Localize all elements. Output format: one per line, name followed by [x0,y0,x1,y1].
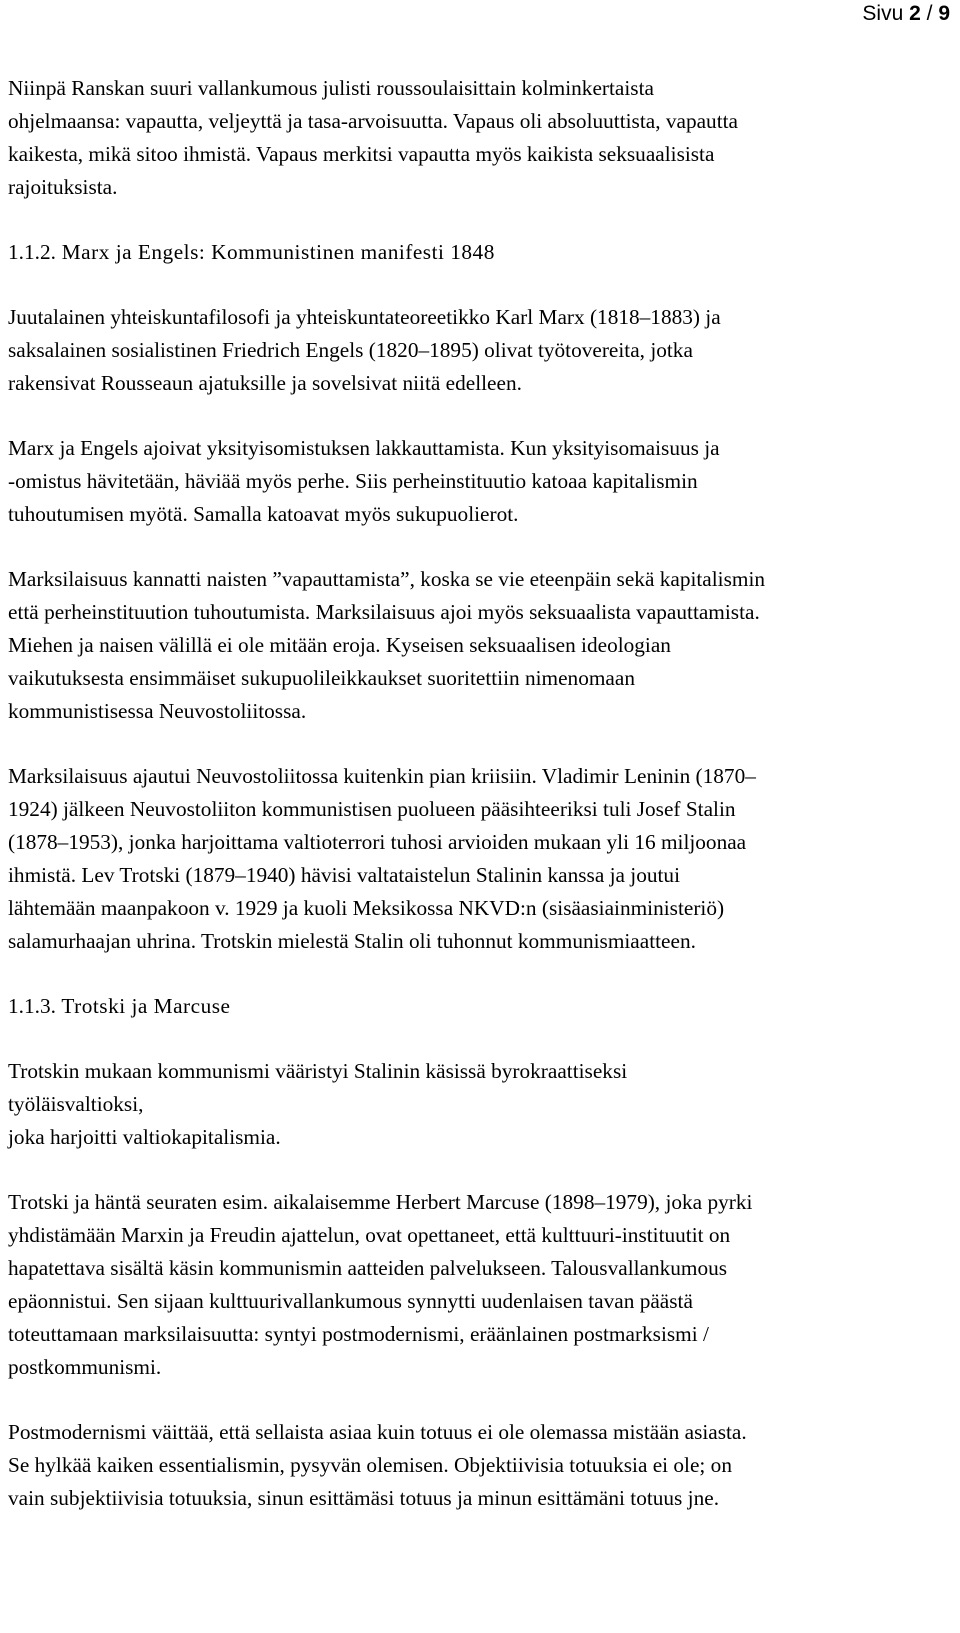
text-line: toteuttamaan marksilaisuutta: syntyi postmodernismi, eräänlainen postmarksismi / [8,1322,709,1346]
text-line: yhdistämään Marxin ja Freudin ajattelun, ovat opettaneet, että kulttuuri-instituutit on [8,1223,731,1247]
text-line: Marksilaisuus kannatti naisten ”vapauttamista”, koska se vie eteenpäin sekä kapitalismin [8,567,766,591]
text-line: Trotski ja häntä seuraten esim. aikalaisemme Herbert Marcuse (1898–1979), joka pyrki [8,1190,753,1214]
text-line: -omistus hävitetään, häviää myös perhe. Siis perheinstituutio katoaa kapitalismin [8,469,698,493]
paragraph [8,563,948,728]
paragraph [8,432,948,531]
section-title: Marx ja Engels: Kommunistinen manifesti 1848 [61,240,495,264]
section-heading-113 [8,990,948,1023]
paragraph [8,301,948,400]
page-label: Sivu [862,2,904,25]
text-line: postkommunismi. [8,1355,162,1379]
text-line: Juutalainen yhteiskuntafilosofi ja yhteiskuntateoreetikko Karl Marx (1818–1883) ja [8,305,721,329]
text-line: Postmodernismi väittää, että sellaista asiaa kuin totuus ei ole olemassa mistään asiasta. [8,1420,747,1444]
paragraph [8,760,948,958]
text-line: joka harjoitti valtiokapitalismia. [8,1125,281,1149]
paragraph [8,1055,948,1154]
text-line: vaikutuksesta ensimmäiset sukupuolileikkaukset suoritettiin nimenomaan [8,666,635,690]
text-line: Trotskin mukaan kommunismi vääristyi Stalinin käsissä byrokraattiseksi [8,1059,628,1083]
text-line: (1878–1953), jonka harjoittama valtioterrori tuhosi arvioiden mukaan yli 16 miljoonaa [8,830,747,854]
text-line: kaikesta, mikä sitoo ihmistä. Vapaus merkitsi vapautta myös kaikista seksuaalisista [8,142,715,166]
section-heading-112 [8,236,948,269]
text-line: epäonnistui. Sen sijaan kulttuurivallankumous synnytti uudenlaisen tavan päästä [8,1289,693,1313]
text-line: Niinpä Ranskan suuri vallankumous julisti roussoulaisittain kolminkertaista [8,76,654,100]
paragraph [8,1186,948,1384]
section-title: Trotski ja Marcuse [61,994,231,1018]
intro-paragraph [8,72,948,204]
text-line: ihmistä. Lev Trotski (1879–1940) hävisi valtataistelun Stalinin kanssa ja joutui [8,863,680,887]
page-total: 9 [938,2,950,25]
text-line: tuhoutumisen myötä. Samalla katoavat myös sukupuolierot. [8,502,519,526]
section-number: 1.1.3. [8,994,56,1018]
text-line: hapatettava sisältä käsin kommunismin aatteiden palvelukseen. Talousvallankumous [8,1256,728,1280]
text-line: vain subjektiivisia totuuksia, sinun esittämäsi totuus ja minun esittämäni totuus jne. [8,1486,720,1510]
section-number: 1.1.2. [8,240,56,264]
text-line: 1924) jälkeen Neuvostoliiton kommunistisen puolueen pääsihteeriksi tuli Josef Stalin [8,797,736,821]
text-line: saksalainen sosialistinen Friedrich Engels (1820–1895) olivat työtovereita, jotka [8,338,693,362]
text-line: salamurhaajan uhrina. Trotskin mielestä Stalin oli tuhonnut kommunismiaatteen. [8,929,696,953]
text-line: Marksilaisuus ajautui Neuvostoliitossa kuitenkin pian kriisiin. Vladimir Leninin (1870– [8,764,756,788]
document-body [8,72,948,1515]
page-number-header [862,0,950,28]
page-current: 2 [909,2,921,25]
text-line: lähtemään maanpakoon v. 1929 ja kuoli Meksikossa NKVD:n (sisäasiainministeriö) [8,896,725,920]
text-line: kommunistisessa Neuvostoliitossa. [8,699,307,723]
text-line: Marx ja Engels ajoivat yksityisomistuksen lakkauttamista. Kun yksityisomaisuus ja [8,436,720,460]
text-line: ohjelmaansa: vapautta, veljeyttä ja tasa-arvoisuutta. Vapaus oli absoluuttista, vapautta [8,109,738,133]
text-line: rakensivat Rousseaun ajatuksille ja sovelsivat niitä edelleen. [8,371,522,395]
text-line: rajoituksista. [8,175,118,199]
text-line: työläisvaltioksi, [8,1092,144,1116]
paragraph [8,1416,948,1515]
text-line: Miehen ja naisen välillä ei ole mitään eroja. Kyseisen seksuaalisen ideologian [8,633,671,657]
page-separator: / [926,2,933,25]
text-line: Se hylkää kaiken essentialismin, pysyvän olemisen. Objektiivisia totuuksia ei ole; on [8,1453,732,1477]
text-line: että perheinstituution tuhoutumista. Marksilaisuus ajoi myös seksuaalista vapauttamista. [8,600,760,624]
